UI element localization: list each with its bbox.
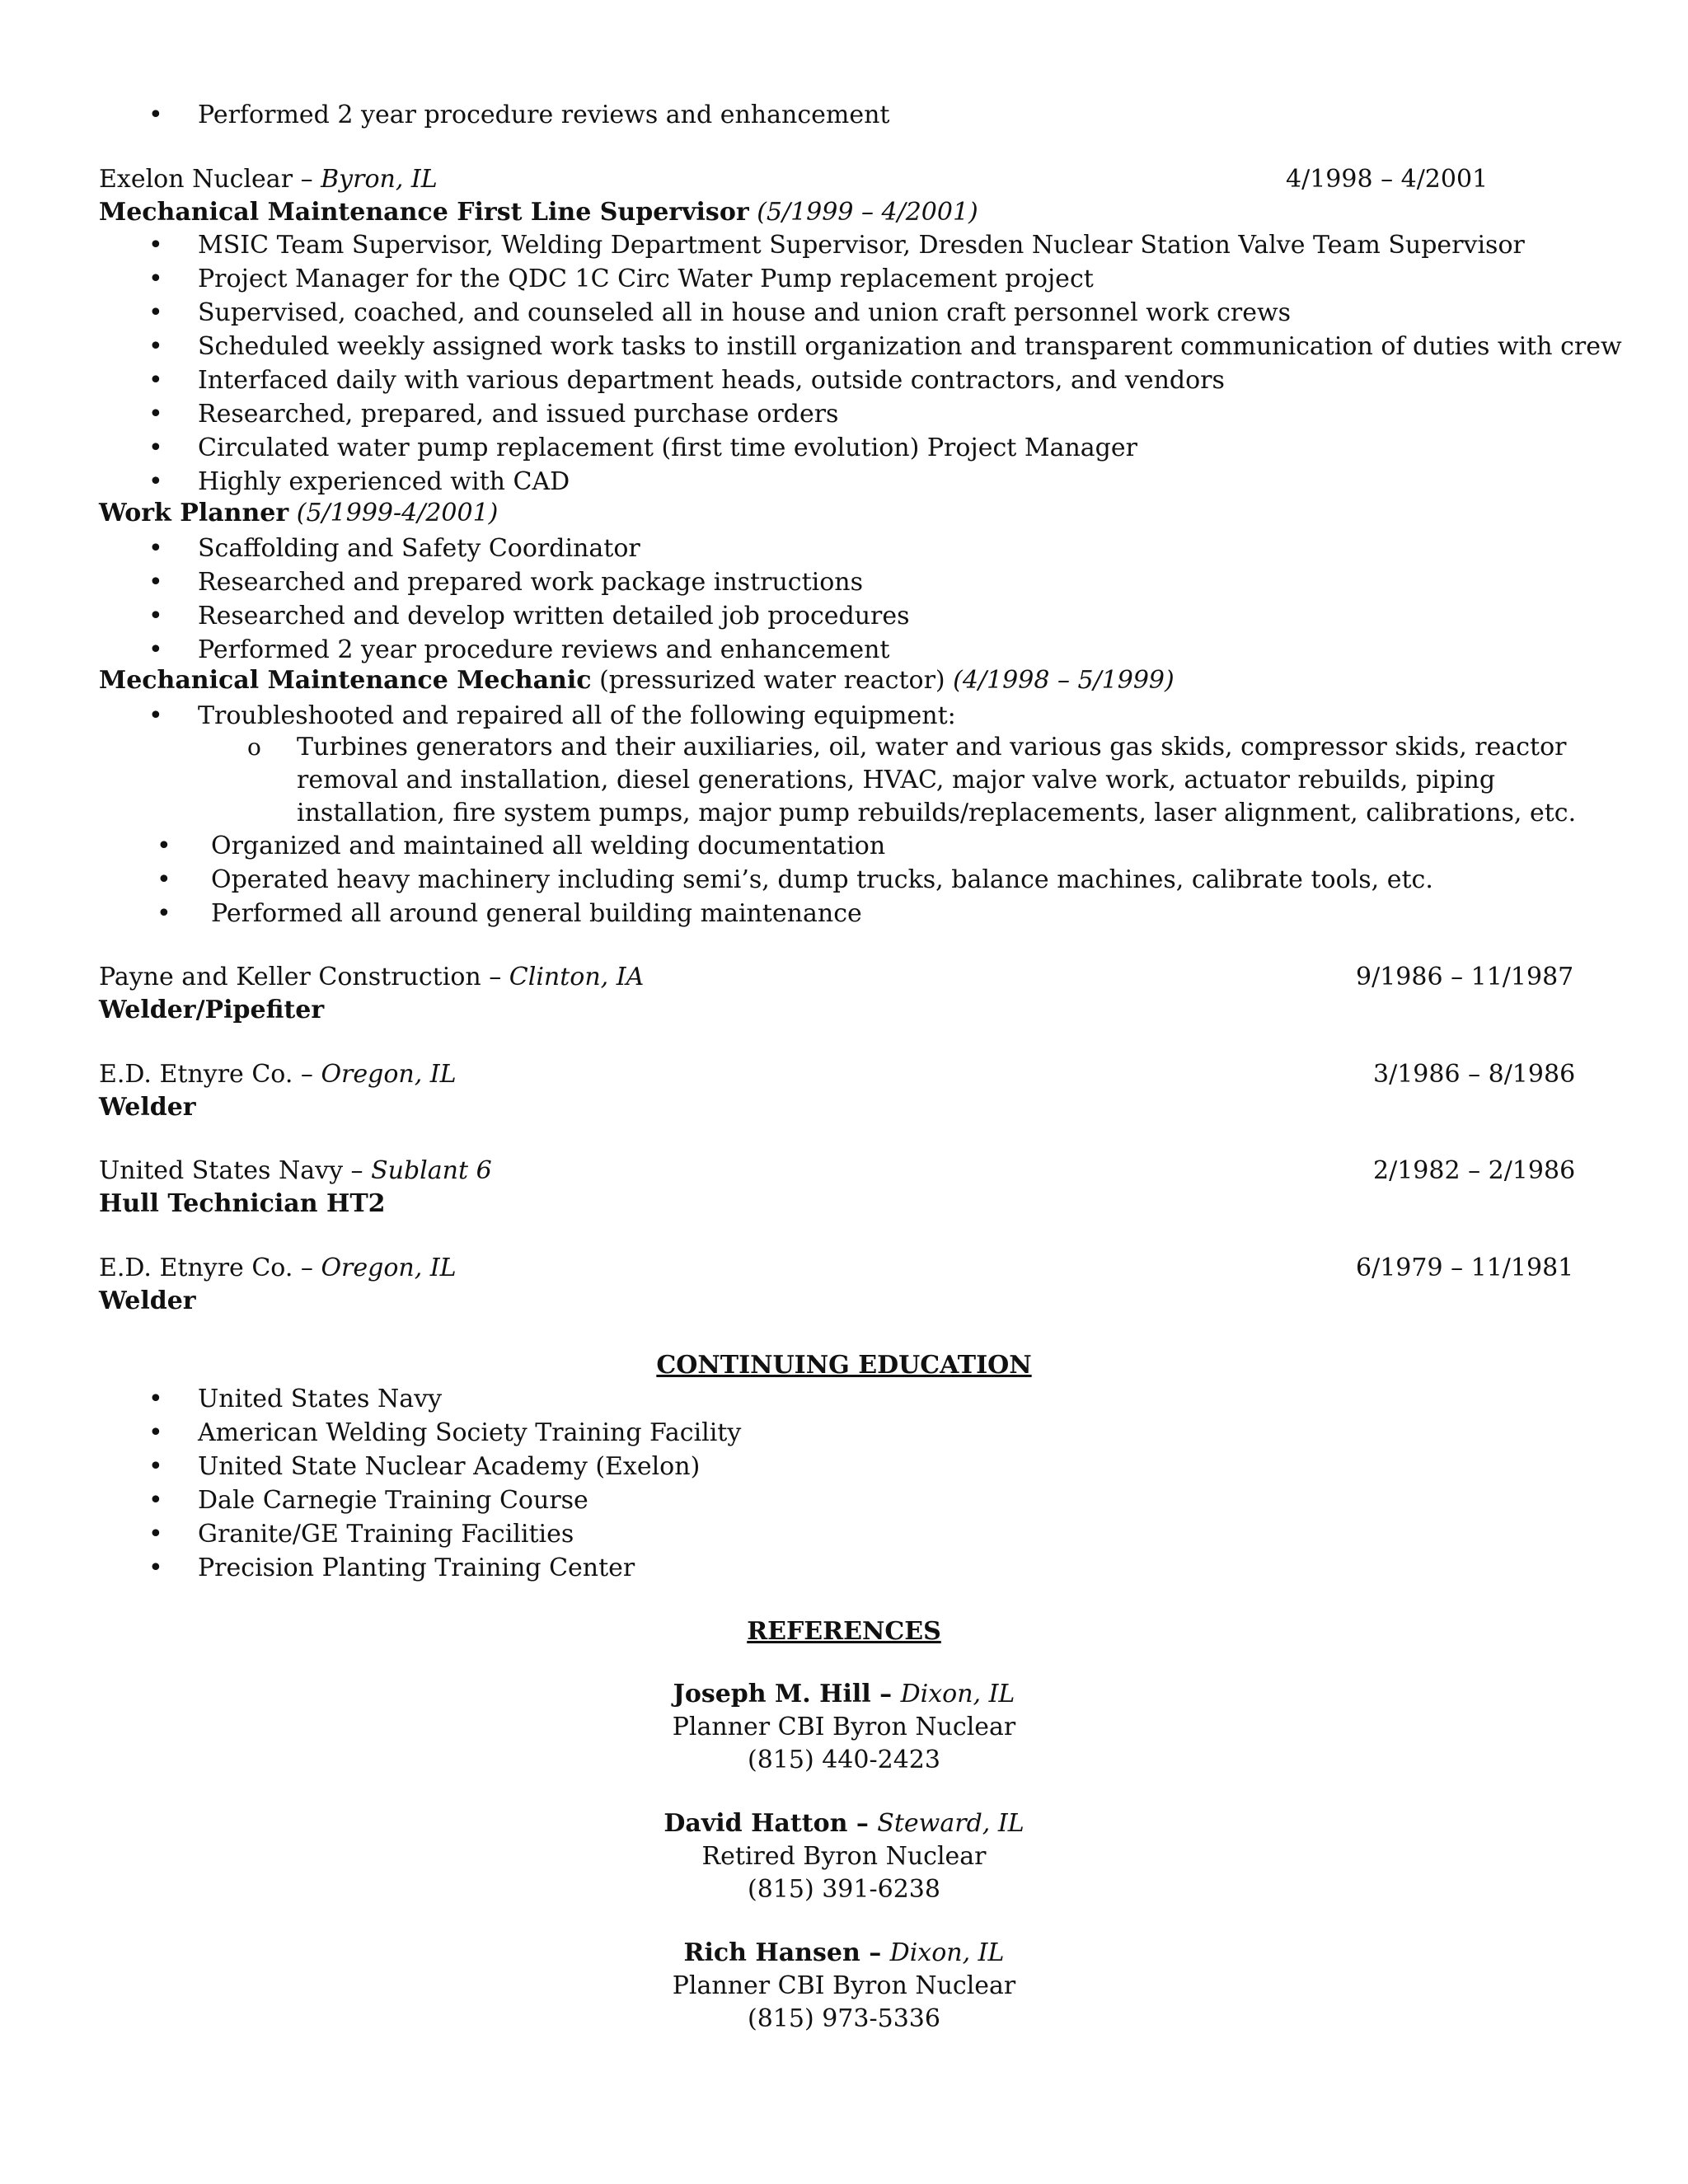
position-name: Work Planner — [99, 499, 289, 527]
employment-dates: 4/1998 – 4/2001 — [1286, 165, 1489, 194]
dash: – — [870, 1680, 901, 1708]
company-location: Oregon, IL — [321, 1060, 457, 1089]
employer-line — [99, 961, 644, 994]
dash: – — [293, 1060, 321, 1089]
list-item: American Welding Society Training Facility — [198, 1418, 742, 1447]
bullet-icon: • — [148, 101, 163, 129]
list-item: Operated heavy machinery including semi’s, dump trucks, balance machines, calibrate tools, etc. — [211, 865, 1433, 894]
list-item: Circulated water pump replacement (first time evolution) Project Manager — [198, 434, 1137, 462]
list-item: Researched and develop written detailed job procedures — [198, 602, 910, 630]
bullet-icon: • — [148, 231, 163, 260]
bullet-icon: • — [148, 265, 163, 293]
bullet-icon: • — [157, 832, 171, 860]
company-name: Payne and Keller Construction — [99, 963, 481, 991]
employment-dates: 9/1986 – 11/1987 — [1356, 963, 1574, 991]
position-dates: (5/1999 – 4/2001) — [757, 198, 978, 227]
company-location: Sublant 6 — [371, 1156, 492, 1185]
reference-location: Dixon, IL — [889, 1938, 1005, 1967]
bullet-icon: • — [148, 1520, 163, 1549]
list-item: Scaffolding and Safety Coordinator — [198, 534, 640, 563]
employment-dates: 2/1982 – 2/1986 — [1373, 1156, 1576, 1185]
company-location: Clinton, IA — [509, 963, 645, 991]
references-heading: REFERENCES — [747, 1617, 941, 1646]
reference-role: Planner CBI Byron Nuclear — [672, 1971, 1016, 2000]
dash: – — [481, 963, 509, 991]
list-item: Researched and prepared work package instructions — [198, 568, 864, 597]
company-name: United States Navy — [99, 1156, 344, 1185]
reference-name-line — [0, 1807, 1688, 1840]
reference-name: David Hatton — [663, 1809, 848, 1838]
bullet-icon: • — [148, 332, 163, 361]
employer-line — [99, 1058, 457, 1091]
list-item: Researched, prepared, and issued purchase orders — [198, 400, 839, 429]
equipment-list: Turbines generators and their auxiliaries, oil, water and various gas skids, compressor skids, reactor removal and installation, diesel generations, HVAC, major valve work, actuator rebuilds, piping installation, fire system pumps, major pump rebuilds/replacements, laser alignment, calibrations, etc. — [297, 733, 1577, 827]
reference-location: Steward, IL — [877, 1809, 1025, 1838]
list-item: Scheduled weekly assigned work tasks to instill organization and transparent communication of duties with crew — [198, 332, 1622, 361]
list-item: Performed 2 year procedure reviews and enhancement — [198, 635, 890, 664]
bullet-icon: • — [148, 1486, 163, 1515]
dash: – — [293, 1254, 321, 1282]
education-heading: CONTINUING EDUCATION — [656, 1351, 1032, 1380]
position-title — [99, 664, 1175, 697]
company-name: E.D. Etnyre Co. — [99, 1254, 293, 1282]
bullet-icon: • — [148, 1452, 163, 1481]
list-item: Granite/GE Training Facilities — [198, 1520, 574, 1549]
position-title — [99, 196, 978, 229]
list-item: Interfaced daily with various department heads, outside contractors, and vendors — [198, 366, 1225, 395]
company-location: Oregon, IL — [321, 1254, 457, 1282]
employer-line — [99, 1155, 492, 1188]
position-note: (pressurized water reactor) — [599, 666, 945, 695]
bullet-icon: • — [148, 534, 163, 563]
reference-phone: (815) 391-6238 — [748, 1875, 940, 1904]
reference-name: Joseph M. Hill — [673, 1680, 871, 1708]
bullet-icon: • — [148, 298, 163, 327]
position-title — [99, 497, 498, 530]
list-item: United State Nuclear Academy (Exelon) — [198, 1452, 701, 1481]
reference-phone: (815) 440-2423 — [748, 1746, 940, 1774]
bullet-icon: • — [148, 1554, 163, 1582]
position-name: Mechanical Maintenance First Line Supervisor — [99, 198, 749, 227]
position-dates: (5/1999-4/2001) — [296, 499, 499, 527]
list-item: Dale Carnegie Training Course — [198, 1486, 588, 1515]
bullet-icon: • — [148, 635, 163, 664]
company-location: Byron, IL — [321, 165, 438, 194]
list-item: Troubleshooted and repaired all of the following equipment: — [198, 701, 956, 730]
bullet-icon: • — [148, 434, 163, 462]
bullet-icon: • — [148, 467, 163, 496]
reference-name-line — [0, 1678, 1688, 1711]
reference-location: Dixon, IL — [900, 1680, 1015, 1708]
sub-bullet-icon: o — [247, 733, 261, 761]
dash: – — [847, 1809, 878, 1838]
dash: – — [293, 165, 321, 194]
reference-name-line — [0, 1937, 1688, 1970]
employment-dates: 6/1979 – 11/1981 — [1356, 1254, 1574, 1282]
position-dates: (4/1998 – 5/1999) — [953, 666, 1175, 695]
bullet-icon: • — [148, 1418, 163, 1447]
position-name: Mechanical Maintenance Mechanic — [99, 666, 592, 695]
dash: – — [860, 1938, 890, 1967]
list-item: Precision Planting Training Center — [198, 1554, 635, 1582]
list-item: Performed all around general building maintenance — [211, 899, 862, 928]
list-item: Highly experienced with CAD — [198, 467, 570, 496]
reference-phone: (815) 973-5336 — [748, 2004, 940, 2033]
list-item: Project Manager for the QDC 1C Circ Water Pump replacement project — [198, 265, 1094, 293]
bullet-icon: • — [157, 899, 171, 928]
position-title: Welder/Pipefiter — [99, 996, 325, 1024]
list-item: Organized and maintained all welding documentation — [211, 832, 886, 860]
position-title: Welder — [99, 1093, 196, 1122]
bullet-icon: • — [148, 1385, 163, 1413]
bullet-icon: • — [148, 400, 163, 429]
employment-dates: 3/1986 – 8/1986 — [1373, 1060, 1576, 1089]
reference-role: Planner CBI Byron Nuclear — [672, 1713, 1016, 1741]
bullet-icon: • — [148, 602, 163, 630]
bullet-icon: • — [148, 701, 163, 730]
dash: – — [343, 1156, 372, 1185]
list-item: Supervised, coached, and counseled all in house and union craft personnel work crews — [198, 298, 1292, 327]
bullet-icon: • — [157, 865, 171, 894]
position-title: Hull Technician HT2 — [99, 1189, 386, 1218]
reference-name: Rich Hansen — [683, 1938, 860, 1967]
position-title: Welder — [99, 1286, 196, 1315]
company-name: Exelon Nuclear — [99, 165, 293, 194]
list-item: Performed 2 year procedure reviews and enhancement — [198, 101, 890, 129]
employer-line — [99, 1252, 457, 1285]
bullet-icon: • — [148, 366, 163, 395]
list-item: MSIC Team Supervisor, Welding Department Supervisor, Dresden Nuclear Station Valve Team Supervisor — [198, 231, 1525, 260]
bullet-icon: • — [148, 568, 163, 597]
company-name: E.D. Etnyre Co. — [99, 1060, 293, 1089]
employer-line — [99, 163, 438, 196]
list-item: United States Navy — [198, 1385, 443, 1413]
reference-role: Retired Byron Nuclear — [701, 1842, 987, 1871]
